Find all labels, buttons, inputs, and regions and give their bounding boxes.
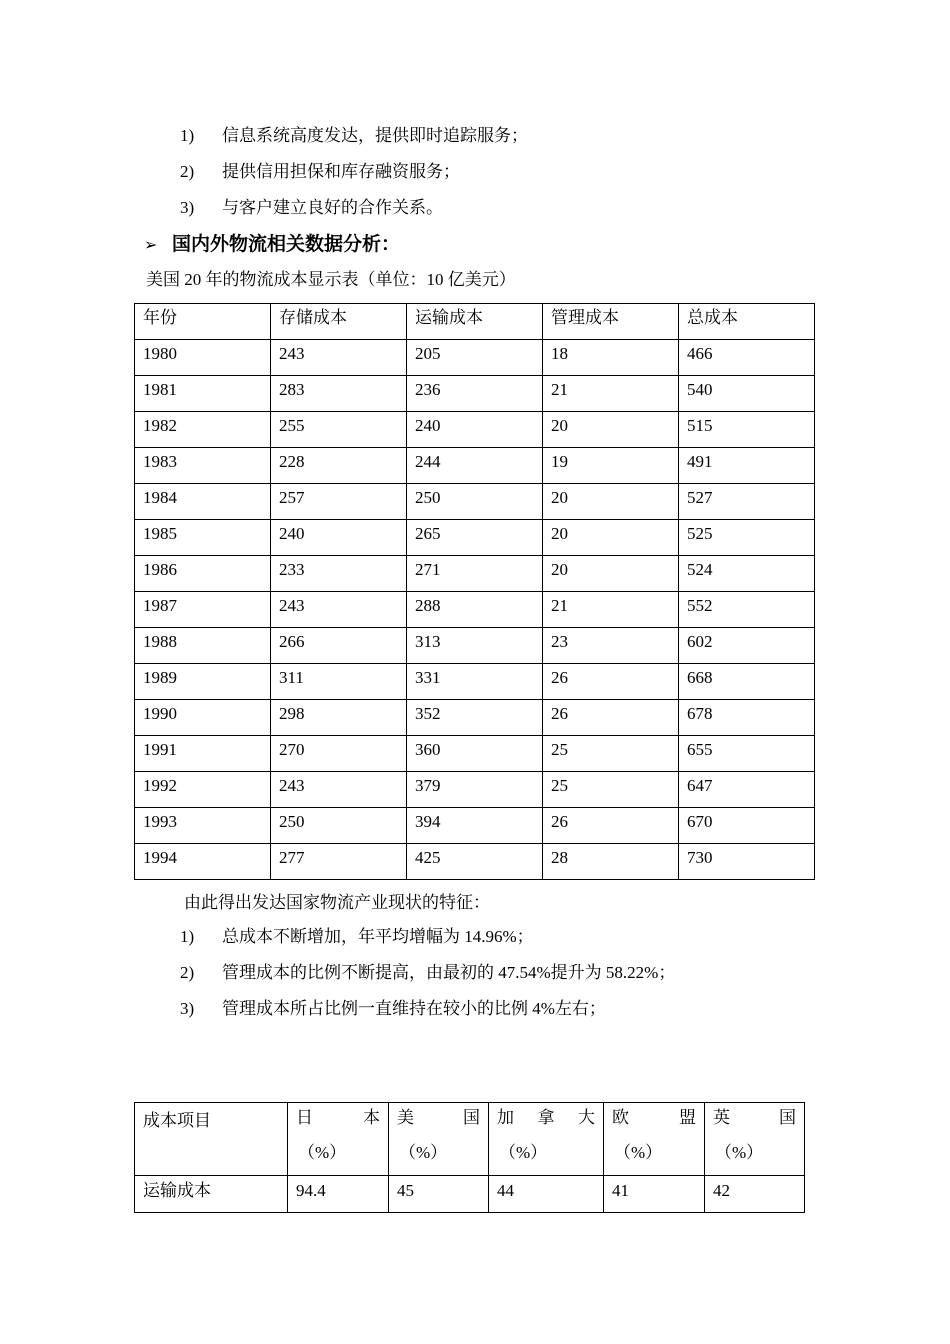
table-cell: 1986 [135,556,271,592]
list-text: 总成本不断增加，年平均增幅为 14.96%； [222,927,534,946]
header-uk [705,1103,805,1176]
table-cell: 1982 [135,412,271,448]
table-row [135,520,815,556]
table-cell: 360 [407,736,543,772]
table-cell: 45 [389,1176,489,1213]
table-cell: 233 [271,556,407,592]
table-row [135,844,815,880]
intro-list-item [180,124,528,148]
table-cell: 1992 [135,772,271,808]
us-logistics-cost-table [134,303,815,880]
table-cell: 236 [407,376,543,412]
table-cell: 19 [543,448,679,484]
table-cell: 26 [543,664,679,700]
list-number: 1) [180,126,195,145]
table-cell: 655 [679,736,815,772]
unit-label: （%） [399,1143,448,1162]
table-cell: 298 [271,700,407,736]
international-cost-table [134,1102,805,1213]
table-cell: 491 [679,448,815,484]
row-label: 运输成本 [135,1176,288,1213]
country-name: 日 本 [296,1108,380,1127]
table-row [135,592,815,628]
table-cell: 266 [271,628,407,664]
list-number: 1) [180,927,195,946]
table-cell: 331 [407,664,543,700]
table-row [135,664,815,700]
list-text: 管理成本的比例不断提高，由最初的 47.54%提升为 58.22%； [222,963,676,982]
table-cell: 1983 [135,448,271,484]
table-cell: 270 [271,736,407,772]
table-cell: 1988 [135,628,271,664]
header-canada [489,1103,604,1176]
table-cell: 1990 [135,700,271,736]
table-cell: 552 [679,592,815,628]
table-row [135,556,815,592]
table-row [135,448,815,484]
table-cell: 28 [543,844,679,880]
table-cell: 1981 [135,376,271,412]
table-cell: 1989 [135,664,271,700]
table-cell: 21 [543,376,679,412]
table-cell: 1994 [135,844,271,880]
table-row [135,484,815,520]
table-cell: 379 [407,772,543,808]
header-management-cost: 管理成本 [543,304,679,340]
unit-label: （%） [614,1143,663,1162]
list-number: 2) [180,963,195,982]
list-number: 3) [180,198,195,217]
table-row [135,808,815,844]
table-cell: 243 [271,592,407,628]
table-cell: 240 [271,520,407,556]
section-title: 国内外物流相关数据分析： [172,233,401,255]
table-cell: 466 [679,340,815,376]
table-cell: 265 [407,520,543,556]
table-cell: 311 [271,664,407,700]
unit-label: （%） [499,1143,548,1162]
country-name: 加 拿 大 [497,1108,595,1127]
header-year: 年份 [135,304,271,340]
list-text: 管理成本所占比例一直维持在较小的比例 4%左右； [222,999,606,1018]
table-cell: 25 [543,772,679,808]
header-total-cost: 总成本 [679,304,815,340]
table-cell: 670 [679,808,815,844]
table-row [135,700,815,736]
table-cell: 42 [705,1176,805,1213]
table-cell: 20 [543,556,679,592]
table-cell: 228 [271,448,407,484]
table-cell: 1993 [135,808,271,844]
header-transport-cost: 运输成本 [407,304,543,340]
header-japan [288,1103,389,1176]
summary-intro: 由此得出发达国家物流产业现状的特征： [184,893,490,912]
table-cell: 20 [543,412,679,448]
table-cell: 1987 [135,592,271,628]
header-cost-item: 成本项目 [135,1103,288,1176]
list-number: 2) [180,162,195,181]
table-cell: 524 [679,556,815,592]
table-cell: 205 [407,340,543,376]
table-cell: 250 [271,808,407,844]
table-cell: 527 [679,484,815,520]
table-row [135,376,815,412]
table-cell: 44 [489,1176,604,1213]
table-cell: 1991 [135,736,271,772]
table-cell: 668 [679,664,815,700]
table-row [135,772,815,808]
table-cell: 288 [407,592,543,628]
table-cell: 240 [407,412,543,448]
table-cell: 26 [543,700,679,736]
table-header-row [135,1103,805,1176]
section-heading [144,230,400,258]
table-cell: 41 [604,1176,705,1213]
header-usa [389,1103,489,1176]
table-cell: 271 [407,556,543,592]
table-cell: 250 [407,484,543,520]
table-cell: 255 [271,412,407,448]
table-cell: 515 [679,412,815,448]
header-storage-cost: 存储成本 [271,304,407,340]
header-eu [604,1103,705,1176]
table-cell: 313 [407,628,543,664]
table-cell: 602 [679,628,815,664]
table-cell: 94.4 [288,1176,389,1213]
unit-label: （%） [298,1143,347,1162]
table-row [135,1176,805,1213]
table-cell: 678 [679,700,815,736]
table-row [135,628,815,664]
summary-list-item [180,925,534,949]
unit-label: （%） [715,1143,764,1162]
table-caption: 美国 20 年的物流成本显示表（单位：10 亿美元） [146,270,516,289]
list-number: 3) [180,999,195,1018]
table-row [135,412,815,448]
table-row [135,340,815,376]
table-cell: 23 [543,628,679,664]
table-cell: 730 [679,844,815,880]
table-cell: 21 [543,592,679,628]
table-cell: 20 [543,520,679,556]
table-cell: 18 [543,340,679,376]
table-cell: 257 [271,484,407,520]
table-header-row [135,304,815,340]
summary-list-item [180,997,606,1021]
table-row [135,736,815,772]
list-text: 与客户建立良好的合作关系。 [222,198,443,217]
arrow-bullet-icon: ➢ [144,235,158,254]
table-cell: 352 [407,700,543,736]
summary-list-item [180,961,675,985]
table-cell: 525 [679,520,815,556]
intro-list-item [180,196,443,220]
list-text: 提供信用担保和库存融资服务； [222,162,460,181]
table-cell: 244 [407,448,543,484]
table-cell: 277 [271,844,407,880]
table-cell: 647 [679,772,815,808]
table-cell: 243 [271,340,407,376]
table-cell: 1980 [135,340,271,376]
table-cell: 20 [543,484,679,520]
table-cell: 425 [407,844,543,880]
table-cell: 243 [271,772,407,808]
table-cell: 283 [271,376,407,412]
country-name: 英 国 [713,1108,796,1127]
table-cell: 394 [407,808,543,844]
table-cell: 1984 [135,484,271,520]
table-cell: 1985 [135,520,271,556]
list-text: 信息系统高度发达，提供即时追踪服务； [222,126,528,145]
country-name: 美 国 [397,1108,480,1127]
table-cell: 25 [543,736,679,772]
table-cell: 540 [679,376,815,412]
country-name: 欧 盟 [612,1108,696,1127]
table-cell: 26 [543,808,679,844]
intro-list-item [180,160,460,184]
